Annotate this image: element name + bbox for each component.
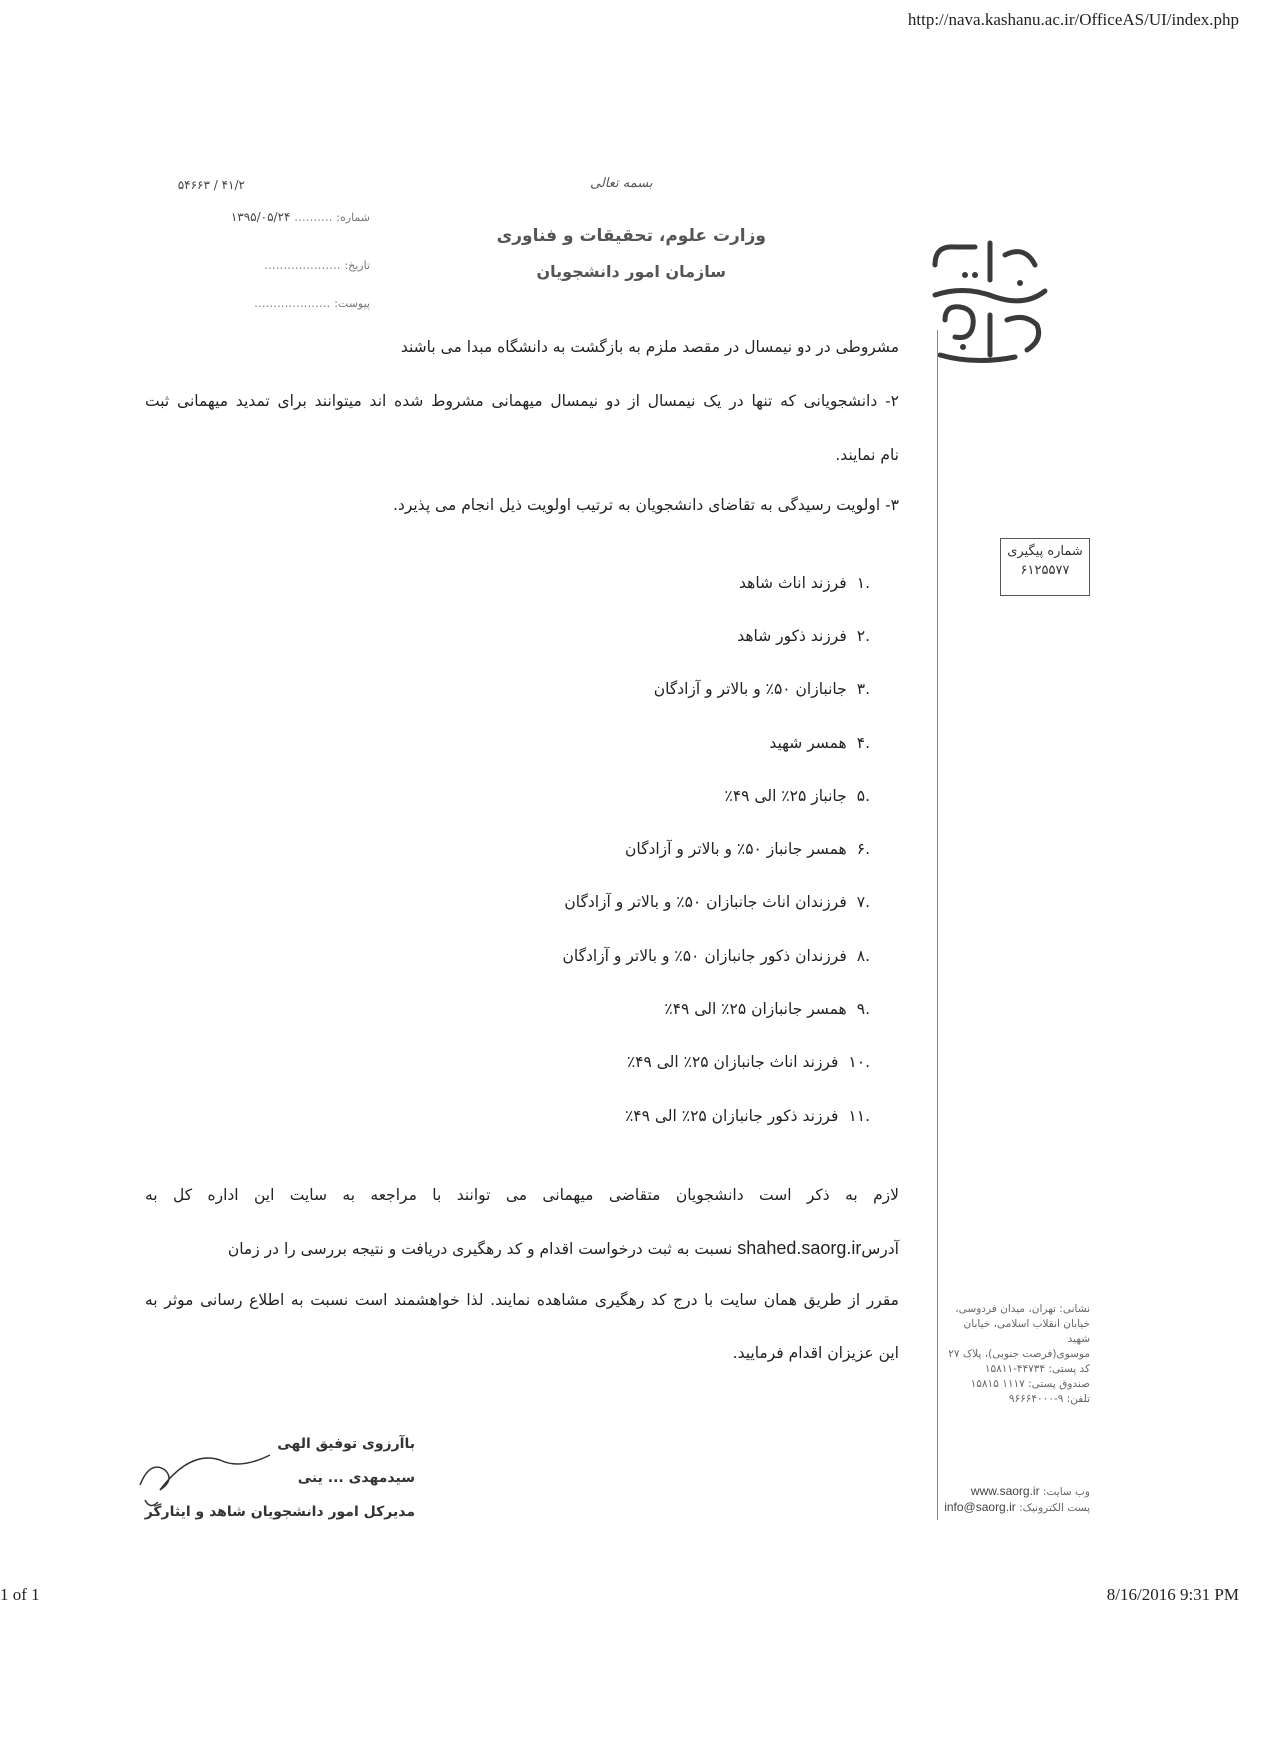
list-number: .۴ (856, 734, 870, 752)
organization-title: سازمان امور دانشجویان (536, 262, 726, 281)
page-count: 1 of 1 (0, 1585, 40, 1604)
list-text: جانباز ۲۵٪ الی ۴۹٪ (724, 787, 847, 805)
date-row (264, 258, 370, 272)
date-label: تاریخ: (344, 259, 370, 272)
list-number: .۱ (856, 574, 870, 592)
list-number: .۱۰ (848, 1053, 870, 1071)
item-2-line-1: ۲- دانشجویانی که تنها در یک نیمسال از دو نیمسال میهمانی مشروط شده اند میتوانند برای تمدید میهمانی ثبت (145, 392, 899, 410)
list-item (625, 1107, 870, 1125)
number-row (231, 210, 370, 224)
date-dots: .................... (264, 258, 341, 272)
signature-line-1: باآرزوی توفیق الهی (277, 1436, 415, 1452)
print-url: http://nava.kashanu.ac.ir/OfficeAS/UI/index.php (907, 10, 1239, 29)
list-number: .۵ (856, 787, 870, 805)
tracking-value: ۶۱۲۵۵۷۷ (1020, 563, 1070, 578)
list-text: فرزندان اناث جانبازان ۵۰٪ و بالاتر و آزادگان (564, 893, 847, 911)
web-label: وب سایت: (1042, 1486, 1090, 1498)
list-item (725, 787, 870, 805)
list-text: فرزند ذکور جانبازان ۲۵٪ الی ۴۹٪ (624, 1107, 839, 1125)
po-box: صندوق پستی: ۱۱۱۷ ۱۵۸۱۵ (970, 1378, 1090, 1390)
vertical-divider (937, 330, 938, 1520)
list-item (564, 893, 870, 911)
number-dots: .......... (294, 210, 333, 224)
web-link[interactable]: www.saorg.ir (970, 1484, 1040, 1498)
list-text: فرزندان ذکور جانبازان ۵۰٪ و بالاتر و آزادگان (562, 947, 847, 965)
address-line-1: نشانی: تهران، میدان فردوسی، (955, 1303, 1090, 1315)
list-number: .۲ (856, 627, 870, 645)
list-number: .۹ (856, 1000, 870, 1018)
list-item (737, 627, 870, 645)
email-label: پست الکترونیک: (1019, 1502, 1090, 1514)
closing-line-2 (145, 1238, 899, 1259)
list-item (654, 680, 870, 698)
list-text: فرزند ذکور شاهد (737, 627, 847, 645)
tracking-label: شماره پیگیری (1007, 544, 1083, 559)
list-text: همسر جانباز ۵۰٪ و بالاتر و آزادگان (624, 840, 847, 858)
email-link[interactable]: info@saorg.ir (944, 1500, 1016, 1514)
list-item (769, 734, 870, 752)
letter-number-value: ۴۱/۲ / ۵۴۶۶۳ (177, 178, 245, 192)
letter-number (178, 178, 245, 192)
address-line-3: موسوی(فرصت جنوبی)، پلاک ۲۷ (948, 1348, 1090, 1360)
attachment-dots: .................... (254, 296, 331, 310)
ministry-title: وزارت علوم، تحقیقات و فناوری (496, 226, 766, 246)
item-3: ۳- اولویت رسیدگی به تقاضای دانشجویان به ترتیب اولویت ذیل انجام می پذیرد. (392, 496, 899, 514)
attachment-row (254, 296, 370, 310)
list-text: فرزند اناث شاهد (739, 574, 847, 592)
signature-line-2: سیدمهدی ... ینی (297, 1470, 415, 1486)
date-value: ۱۳۹۵/۰۵/۲۴ (230, 210, 291, 224)
closing-line-1: لازم به ذکر است دانشجویان متقاضی میهمانی می توانند با مراجعه به سایت این اداره کل به (145, 1186, 899, 1204)
list-item (627, 1053, 870, 1071)
site-link[interactable]: shahed.saorg.ir (737, 1238, 862, 1258)
postal-code: کد پستی: ۴۴۷۳۴-۱۵۸۱۱ (984, 1363, 1090, 1375)
closing-line-4: این عزیزان اقدام فرمایید. (732, 1344, 899, 1362)
address-line-2: خیابان انقلاب اسلامی، خیابان شهید (963, 1318, 1090, 1345)
body-line-1: مشروطی در دو نیمسال در مقصد ملزم به بازگشت به دانشگاه مبدا می باشند (400, 338, 899, 356)
list-item (664, 1000, 870, 1018)
list-number: .۶ (856, 840, 870, 858)
closing-line-2-rest: نسبت به ثبت درخواست اقدام و کد رهگیری دریافت و نتیجه بررسی را در زمان (227, 1240, 738, 1258)
list-text: جانبازان ۵۰٪ و بالاتر و آزادگان (653, 680, 847, 698)
list-item (625, 840, 870, 858)
list-number: .۱۱ (848, 1107, 870, 1125)
tracking-number-box (1000, 538, 1090, 596)
list-item (563, 947, 871, 965)
number-label: شماره: (336, 211, 370, 224)
contact-address (940, 1302, 1090, 1407)
list-text: همسر شهید (769, 734, 847, 752)
list-number: .۸ (856, 947, 870, 965)
attachment-label: پیوست: (334, 297, 370, 310)
list-text: فرزند اناث جانبازان ۲۵٪ الی ۴۹٪ (626, 1053, 839, 1071)
contact-web (940, 1484, 1090, 1516)
basmala: بسمه تعالی (590, 176, 653, 191)
list-text: همسر جانبازان ۲۵٪ الی ۴۹٪ (664, 1000, 847, 1018)
closing-line-3: مقرر از طریق همان سایت با درج کد رهگیری مشاهده نمایند. لذا خواهشمند است نسبت به اطلاع رسانی موثر به (145, 1291, 899, 1309)
print-datetime: 8/16/2016 9:31 PM (1106, 1585, 1239, 1604)
list-number: .۷ (856, 893, 870, 911)
signature-line-3: مدیرکل امور دانشجویان شاهد و ایثارگر (144, 1504, 415, 1520)
list-item (739, 574, 870, 592)
phone: تلفن: ۹-۹۶۶۶۴۰۰۰ (1008, 1393, 1090, 1405)
item-2-line-2: نام نمایند. (835, 446, 899, 464)
list-number: .۳ (856, 680, 870, 698)
closing-address-label: آدرس (861, 1240, 899, 1258)
